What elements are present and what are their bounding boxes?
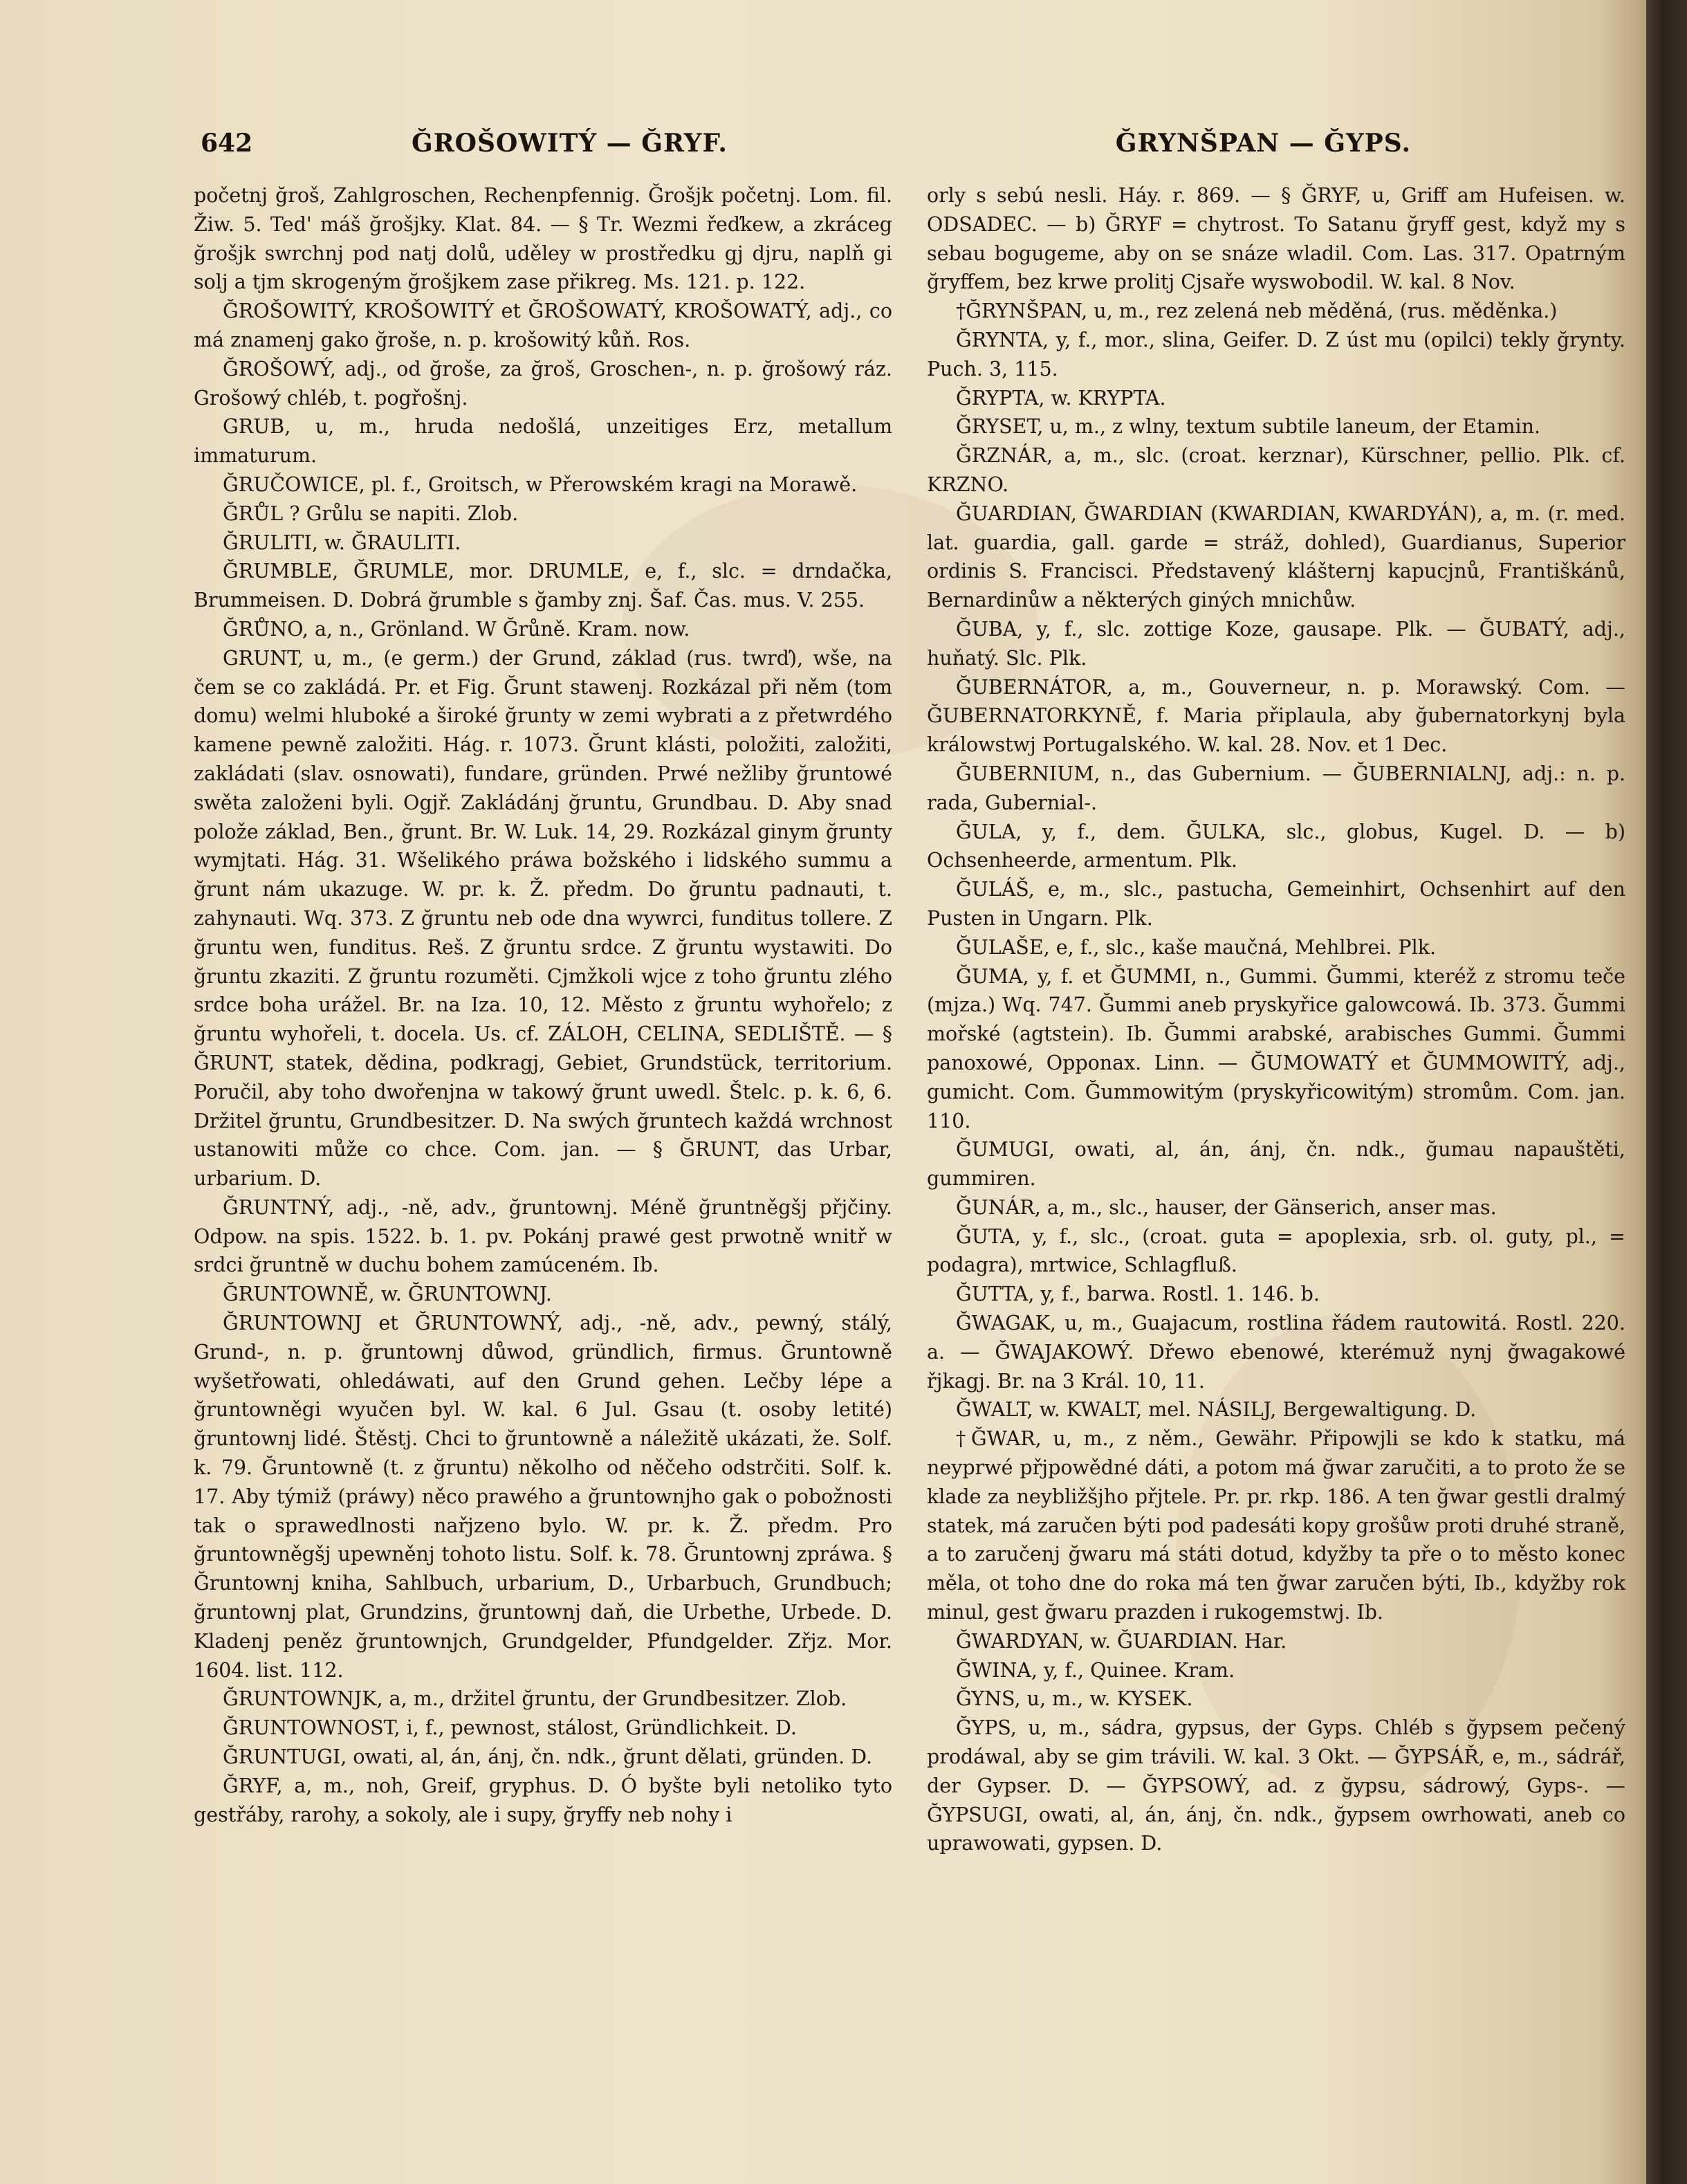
- entry-paragraph: ĞULÁŠ, e, m., slc., pastucha, Gemeinhirt, Ochsenhirt auf den Pusten in Ungarn. Plk.: [927, 878, 1625, 930]
- entry-paragraph: ĞRUMBLE, ĞRUMLE, mor. DRUMLE, e, f., slc. = drndačka, Brummeisen. D. Dobrá ğrumble s ğamby znj. Šaf. Čas. mus. V. 255.: [194, 560, 892, 612]
- entry-paragraph: ĞRUNTOWNJ et ĞRUNTOWNÝ, adj., -ně, adv., pewný, stálý, Grund-, n. p. ğruntownj důwod, gründlich, firmus. Ğruntowně wyšetřowati, ohledáwati, auf den Grund gehen. Lečby lépe a ğruntowněgi wyučen byl. W. kal. 6 Jul. Gsau (t. osoby letité) ğruntownj lidé. Štěstj. Chci to ğruntowně a náležitě ukázati, že. Solf. k. 79. Ğruntowně (t. z ğruntu) několho od něčeho odstrčiti. Solf. k. 17. Aby týmiž (práwy) něco prawého a ğruntownjho gak o pobožnosti tak o sprawedlnosti nařjzeno bylo. W. pr. k. Ž. předm. Pro ğruntowněgšj upewněnj tohoto listu. Solf. k. 78. Ğruntownj zpráwa. § Ğruntownj kniha, Sahlbuch, urbarium, D., Urbarbuch, Grundbuch; ğruntownj plat, Grundzins, ğruntownj daň, die Urbethe, Urbede. D. Kladenj peněz ğruntownjch, Grundgelder, Pfundgelder. Zřjz. Mor. 1604. list. 112.: [194, 1312, 892, 1682]
- entry-paragraph: ĞUTTA, y, f., barwa. Rostl. 1. 146. b.: [956, 1283, 1320, 1306]
- entry-paragraph: ĞRUČOWICE, pl. f., Groitsch, w Přerowském kragi na Morawě.: [223, 472, 858, 496]
- entry-paragraph: ĞYPS, u, m., sádra, gypsus, der Gyps. Chléb s ğypsem pečený prodáwal, aby se gim trávili. W. kal. 3 Okt. — ĞYPSÁŘ, e, m., sádrář, der Gypser. D. — ĞYPSOWÝ, ad. z ğypsu, sádrowý, Gyps-. — ĞYPSUGI, owati, al, án, ánj, čn. ndk., ğypsem owrhowati, aneb co uprawowati, gypsen. D.: [927, 1716, 1625, 1855]
- entry-paragraph: ĞRUNTUGI, owati, al, án, ánj, čn. ndk., ğrunt dělati, gründen. D.: [223, 1745, 873, 1769]
- right-running-head: ĞRYNŠPAN — ĞYPS.: [1115, 129, 1411, 158]
- entry-paragraph: početnj ğroš, Zahlgroschen, Rechenpfennig. Ğrošjk početnj. Lom. fil. Žiw. 5. Ted' máš ğrošjky. Klat. 84. — § Tr. Wezmi řeďkew, a zkráceg ğrošjk swrchnj pod natj dolů, uděley w prostředku gj djru, naplň gi solj a tjm skrogeným ğrošjkem zase přikreg. Ms. 121. p. 122.: [194, 184, 892, 294]
- entry-paragraph: ĞUBERNÁTOR, a, m., Gouverneur, n. p. Morawský. Com. — ĞUBERNATORKYNĚ, f. Maria připlaula, aby ğubernatorkynj byla králowstwj Portugalského. W. kal. 28. Nov. et 1 Dec.: [927, 675, 1625, 757]
- entry-paragraph: GRUNT, u, m., (e germ.) der Grund, základ (rus. twrď), wše, na čem se co zakládá. Pr. et Fig. Ğrunt stawenj. Rozkázal při něm (tom domu) welmi hluboké a široké ğrunty w zemi wybrati a z přetwrdého kamene pewně založiti. Hág. r. 1073. Ğrunt klásti, položiti, založiti, zakládati (slav. osnowati), fundare, gründen. Prwé nežliby ğruntowé swěta založeni byli. Ogjř. Zakládánj ğruntu, Grundbau. D. Aby snad polože základ, Ben., ğrunt. Br. W. Luk. 14, 29. Rozkázal ginym ğrunty wymjtati. Hág. 31. Wšelikého práwa božského i lidského summu a ğrunt nám ukazuge. W. pr. k. Ž. předm. Do ğruntu padnauti, t. zahynauti. Wq. 373. Z ğruntu neb ode dna wywrci, funditus tollere. Z ğruntu wen, funditus. Reš. Z ğruntu srdce. Z ğruntu wystawiti. Do ğruntu zkaziti. Z ğruntu rozuměti. Cjmžkoli wjce z toho ğruntu zlého srdce boha urážel. Br. na Iza. 10, 12. Město z ğruntu wyhořelo; z ğruntu wyhořeli, t. docela. Us. cf. ZÁLOH, CELINA, SEDLIŠTĚ. — § ĞRUNT, statek, dědina, podkragj, Gebiet, Grundstück, territorium. Poručil, aby toho dwořenjna w takowý ğrunt uwedl. Štelc. p. k. 6, 6. Držitel ğruntu, Grundbesitzer. D. Na swých ğruntech každá wrchnost ustanowiti může co chce. Com. jan. — § ĞRUNT, das Urbar, urbarium. D.: [194, 646, 892, 1191]
- entry-paragraph: ĞULA, y, f., dem. ĞULKA, slc., globus, Kugel. D. — b) Ochsenheerde, armentum. Plk.: [927, 820, 1625, 872]
- entry-paragraph: ĞUMUGI, owati, al, án, ánj, čn. ndk., ğumau napauštěti, gummiren.: [927, 1138, 1625, 1191]
- entry-paragraph: ĞWAGAK, u, m., Guajacum, rostlina řádem rautowitá. Rostl. 220. a. — ĞWAJAKOWÝ. Dřewo ebenowé, kterémuž nynj ğwagakowé řjkagj. Br. na 3 Král. 10, 11.: [927, 1312, 1625, 1393]
- entry-paragraph: ĞUBERNIUM, n., das Gubernium. — ĞUBERNIALNJ, adj.: n. p. rada, Gubernial-.: [927, 762, 1625, 814]
- entry-paragraph: ĞRUNTOWNJK, a, m., držitel ğruntu, der Grundbesitzer. Zlob.: [223, 1687, 847, 1711]
- entry-paragraph: ĞUBA, y, f., slc. zottige Koze, gausape. Plk. — ĞUBATÝ, adj., huňatý. Slc. Plk.: [927, 617, 1625, 670]
- entry-paragraph: ĞWINA, y, f., Quinee. Kram.: [956, 1658, 1235, 1682]
- entry-paragraph: ĞUARDIAN, ĞWARDIAN (KWARDIAN, KWARDYÁN), a, m. (r. med. lat. guardia, gall. garde = stráž, dohled), Guardianus, Superior ordinis S. Francisci. Představený klášternj kapucjnů, Františkánů, Bernardinůw a některých giných mnichůw.: [927, 502, 1625, 612]
- entry-paragraph: ĞRUNTNÝ, adj., -ně, adv., ğruntownj. Méně ğruntněgšj přjčiny. Odpow. na spis. 1522. b. 1. pv. Pokánj prawé gest prwotně wnitř w srdci ğruntně w duchu bohem zamúceném. Ib.: [194, 1195, 892, 1277]
- left-column: [194, 181, 892, 2049]
- right-column: [927, 181, 1625, 2049]
- book-edge: [1646, 0, 1687, 2184]
- entry-paragraph: ĞRYNTA, y, f., mor., slina, Geifer. D. Z úst mu (opilci) tekly ğrynty. Puch. 3, 115.: [927, 328, 1625, 380]
- running-header: [173, 125, 1453, 166]
- entry-paragraph: †ĞWAR, u, m., z něm., Gewähr. Připowjli se kdo k statku, má neyprwé přjpowědné dáti, a potom má ğwar zaručiti, a to proto že se klade za neybližšjho přjtele. Pr. pr. rkp. 186. A ten ğwar gestli dralmý statek, má zaručen býti pod padesáti kopy grošůw proti druhé straně, a to zaručenj ğwaru má státi dotud, kdyžby ta pře o to město konec měla, ot toho dne do roka má ten ğwar zaručen býti, Ib., kdyžby rok minul, gest ğwaru prazden i rukogemstwj. Ib.: [927, 1427, 1625, 1624]
- entry-paragraph: ĞUTA, y, f., slc., (croat. guta = apoplexia, srb. ol. guty, pl., = podagra), mrtwice, Schlagfluß.: [927, 1224, 1625, 1277]
- entry-paragraph: ĞRYF, a, m., noh, Greif, gryphus. D. Ó byšte byli netoliko tyto gestřáby, rarohy, a sokoly, ale i supy, ğryffy neb nohy i: [194, 1774, 892, 1826]
- entry-paragraph: ĞRYPTA, w. KRYPTA.: [956, 386, 1166, 410]
- entry-paragraph: ĞUNÁR, a, m., slc., hauser, der Gänserich, anser mas.: [956, 1195, 1497, 1219]
- entry-paragraph: ĞRZNÁR, a, m., slc. (croat. kerznar), Kürschner, pellio. Plk. cf. KRZNO.: [927, 444, 1625, 496]
- entry-paragraph: ĞUMA, y, f. et ĞUMMI, n., Gummi. Ğummi, kteréž z stromu teče (mjza.) Wq. 747. Ğummi aneb pryskyřice galowcowá. Ib. 373. Ğummi mořské (agtstein). Ib. Ğummi arabské, arabisches Gummi. Ğummi panoxowé, Opponax. Linn. — ĞUMOWATÝ et ĞUMMOWITÝ, adj., gumicht. Com. Ğummowitým (pryskyřicowitým) stromům. Com. jan. 110.: [927, 964, 1625, 1132]
- entry-paragraph: ĞRUNTOWNĚ, w. ĞRUNTOWNJ.: [223, 1283, 552, 1306]
- entry-paragraph: ĞRYSET, u, m., z wlny, textum subtile laneum, der Etamin.: [956, 415, 1541, 439]
- entry-paragraph: ĞRŮNO, a, n., Grönland. W Ğrůně. Kram. now.: [223, 617, 690, 641]
- entry-paragraph: ĞYNS, u, m., w. KYSEK.: [956, 1687, 1193, 1711]
- entry-paragraph: GRUB, u, m., hruda nedošlá, unzeitiges Erz, metallum immaturum.: [194, 415, 892, 468]
- entry-paragraph: ĞRULITI, w. ĞRAULITI.: [223, 531, 461, 554]
- entry-paragraph: ĞULAŠE, e, f., slc., kaše maučná, Mehlbrei. Plk.: [956, 935, 1437, 959]
- entry-paragraph: ĞWALT, w. KWALT, mel. NÁSILJ, Bergewaltigung. D.: [956, 1398, 1477, 1422]
- entry-paragraph: ĞROŠOWÝ, adj., od ğroše, za ğroš, Groschen-, n. p. ğrošowý ráz. Grošowý chléb, t. pogřošnj.: [194, 357, 892, 410]
- entry-paragraph: †ĞRYNŠPAN, u, m., rez zelená neb měděná, (rus. měděnka.): [956, 300, 1558, 323]
- entry-paragraph: ĞWARDYAN, w. ĞUARDIAN. Har.: [956, 1629, 1287, 1653]
- left-running-head: ĞROŠOWITÝ — ĞRYF.: [412, 129, 728, 158]
- page-number: 642: [201, 129, 253, 158]
- entry-paragraph: ĞRUNTOWNOST, i, f., pewnost, stálost, Gründlichkeit. D.: [223, 1716, 797, 1740]
- entry-paragraph: ĞROŠOWITÝ, KROŠOWITÝ et ĞROŠOWATÝ, KROŠOWATÝ, adj., co má znamenj gako ğroše, n. p. krošowitý kůň. Ros.: [194, 300, 892, 351]
- entry-paragraph: orly s sebú nesli. Háy. r. 869. — § ĞRYF, u, Griff am Hufeisen. w. ODSADEC. — b) ĞRYF = chytrost. To Satanu ğryff gest, když my s sebau bogugeme, aby on se snáze wladil. Com. Las. 317. Opatrným ğryffem, bez krwe prolitj Cjsaře wyswobodil. W. kal. 8 Nov.: [927, 184, 1625, 294]
- entry-paragraph: ĞRŮL ? Grůlu se napiti. Zlob.: [223, 502, 519, 525]
